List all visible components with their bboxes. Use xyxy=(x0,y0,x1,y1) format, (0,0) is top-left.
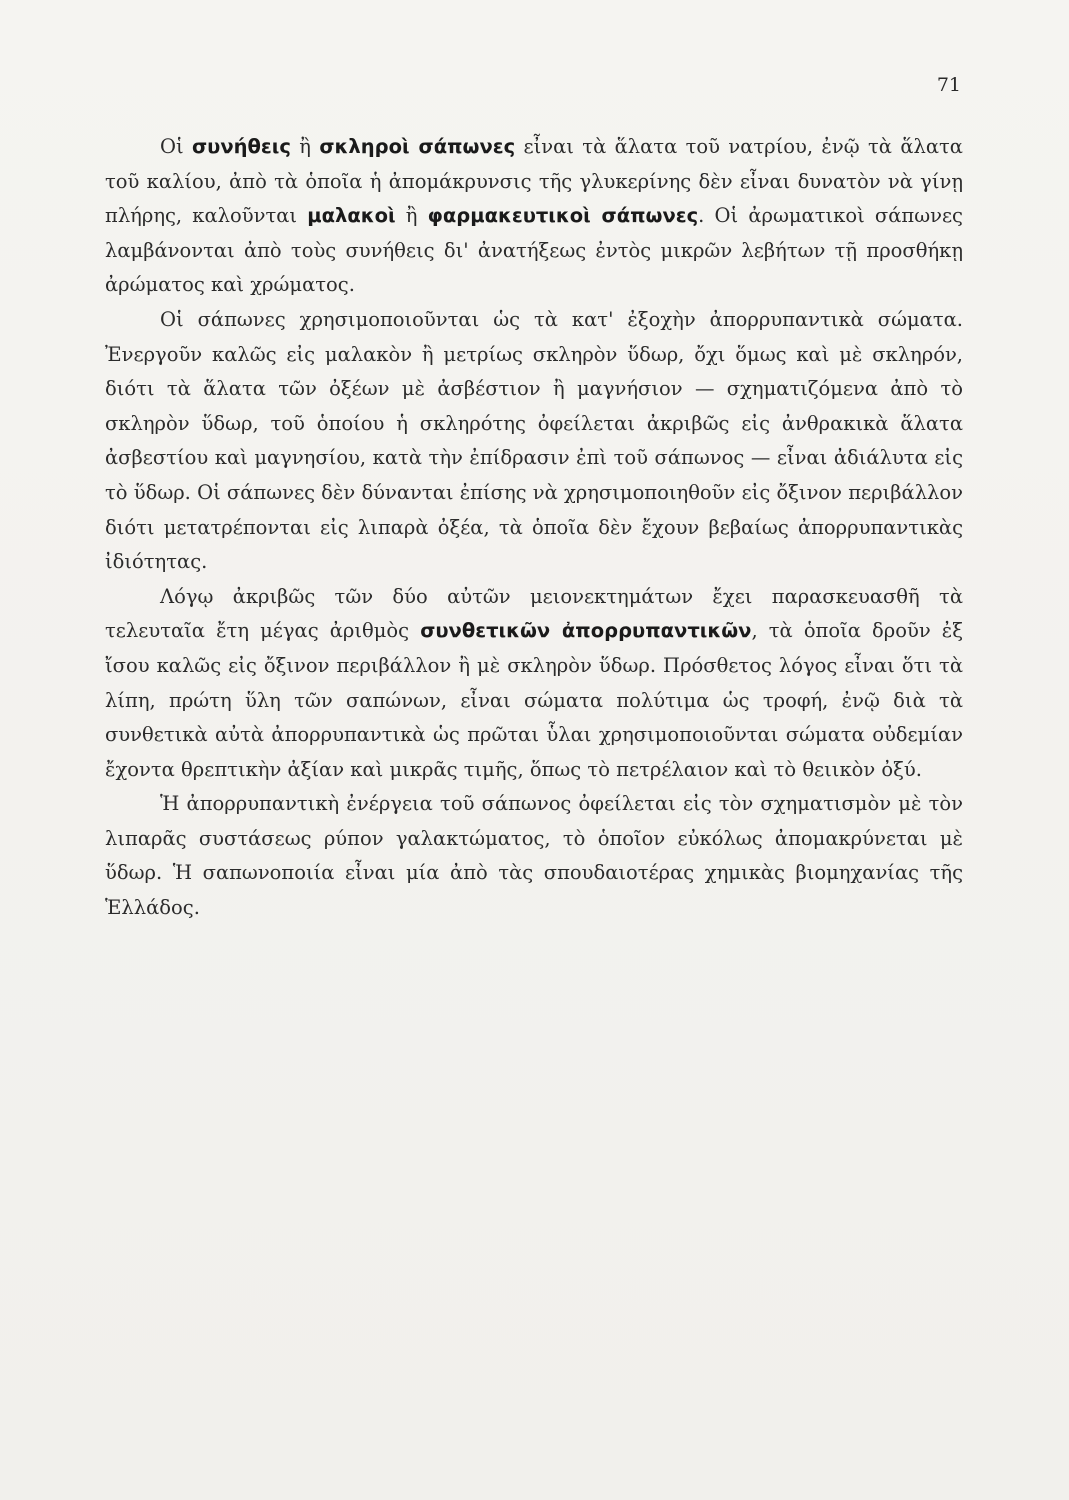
bold-term: μαλακοὶ xyxy=(307,204,396,228)
paragraph xyxy=(105,787,963,925)
bold-term: συνθετικῶν ἀπορρυπαντικῶν xyxy=(420,619,752,643)
paragraph xyxy=(105,303,963,580)
text-segment: ἢ xyxy=(395,204,428,228)
text-segment: . Οἱ ἀρωματικοὶ σάπωνες λαμβάνονται ἀπὸ τοὺς συνήθεις δι' ἀνατήξεως ἐντὸς μικρῶν λεβήτων τῇ προσθήκῃ ἀρώματος καὶ χρώματος. xyxy=(105,204,963,297)
bold-term: σκληροὶ σάπωνες xyxy=(319,135,516,158)
paragraph xyxy=(105,580,963,788)
text-segment: Οἱ xyxy=(160,135,192,158)
text-segment: Ἡ ἀπορρυπαντικὴ ἐνέργεια τοῦ σάπωνος ὀφείλεται εἰς τὸν σχηματισμὸν μὲ τὸν λιπαρᾶς συστάσεως ρύπον γαλακτώματος, τὸ ὁποῖον εὐκόλως ἀπομακρύνεται μὲ ὕδωρ. Ἡ σαπωνοποιία εἶναι μία ἀπὸ τὰς σπουδαιοτέρας χημικὰς βιομηχανίας τῆς Ἑλλάδος. xyxy=(105,792,963,920)
text-segment: ἢ xyxy=(290,135,320,158)
page-number: 71 xyxy=(936,74,961,96)
paragraph xyxy=(105,130,963,303)
text-segment: Οἱ σάπωνες χρησιμοποιοῦνται ὡς τὰ κατ' ἐξοχὴν ἀπορρυπαντικὰ σώματα. Ἐνεργοῦν καλῶς εἰς μαλακὸν ἢ μετρίως σκληρὸν ὕδωρ, ὄχι ὅμως καὶ μὲ σκληρόν, διότι τὰ ἅλατα τῶν ὀξέων μὲ ἀσβέστιον ἢ μαγνήσιον — σχηματιζόμενα ἀπὸ τὸ σκληρὸν ὕδωρ, τοῦ ὁποίου ἡ σκληρότης ὀφείλεται ἀκριβῶς εἰς ἀνθρακικὰ ἅλατα ἀσβεστίου καὶ μαγνησίου, κατὰ τὴν ἐπίδρασιν ἐπὶ τοῦ σάπωνος — εἶναι ἀδιάλυτα εἰς τὸ ὕδωρ. Οἱ σάπωνες δὲν δύνανται ἐπίσης νὰ χρησιμοποιηθοῦν εἰς ὄξινον περιβάλλον διότι μετατρέπονται εἰς λιπαρὰ ὀξέα, τὰ ὁποῖα δὲν ἔχουν βεβαίως ἀπορρυπαντικὰς ἰδιότητας. xyxy=(105,307,963,574)
bold-term: συνήθεις xyxy=(192,135,291,158)
text-segment: εἶναι τὰ ἅλατα τοῦ νατρίου, ἐνῷ τὰ ἅλατα τοῦ καλίου, ἀπὸ τὰ ὁποῖα ἡ ἀπομάκρυνσις τῆς γλυκερίνης δὲν εἶναι δυνατὸν νὰ γίνῃ πλήρης, καλοῦνται xyxy=(105,135,963,228)
body-text xyxy=(105,130,963,926)
text-segment: Λόγῳ ἀκριβῶς τῶν δύο αὐτῶν μειονεκτημάτων ἔχει παρασκευασθῆ τὰ τελευταῖα ἔτη μέγας ἀριθμὸς xyxy=(105,584,963,643)
bold-term: φαρμακευτικοὶ σάπωνες xyxy=(427,204,699,228)
text-segment: , τὰ ὁποῖα δροῦν ἐξ ἴσου καλῶς εἰς ὄξινον περιβάλλον ἢ μὲ σκληρὸν ὕδωρ. Πρόσθετος λόγος εἶναι ὅτι τὰ λίπη, πρώτη ὕλη τῶν σαπώνων, εἶναι σώματα πολύτιμα ὡς τροφή, ἐνῷ διὰ τὰ συνθετικὰ αὐτὰ ἀπορρυπαντικὰ ὡς πρῶται ὗλαι χρησιμοποιοῦνται σώματα οὐδεμίαν ἔχοντα θρεπτικὴν ἀξίαν καὶ μικρᾶς τιμῆς, ὅπως τὸ πετρέλαιον καὶ τὸ θειικὸν ὀξύ. xyxy=(105,619,963,781)
